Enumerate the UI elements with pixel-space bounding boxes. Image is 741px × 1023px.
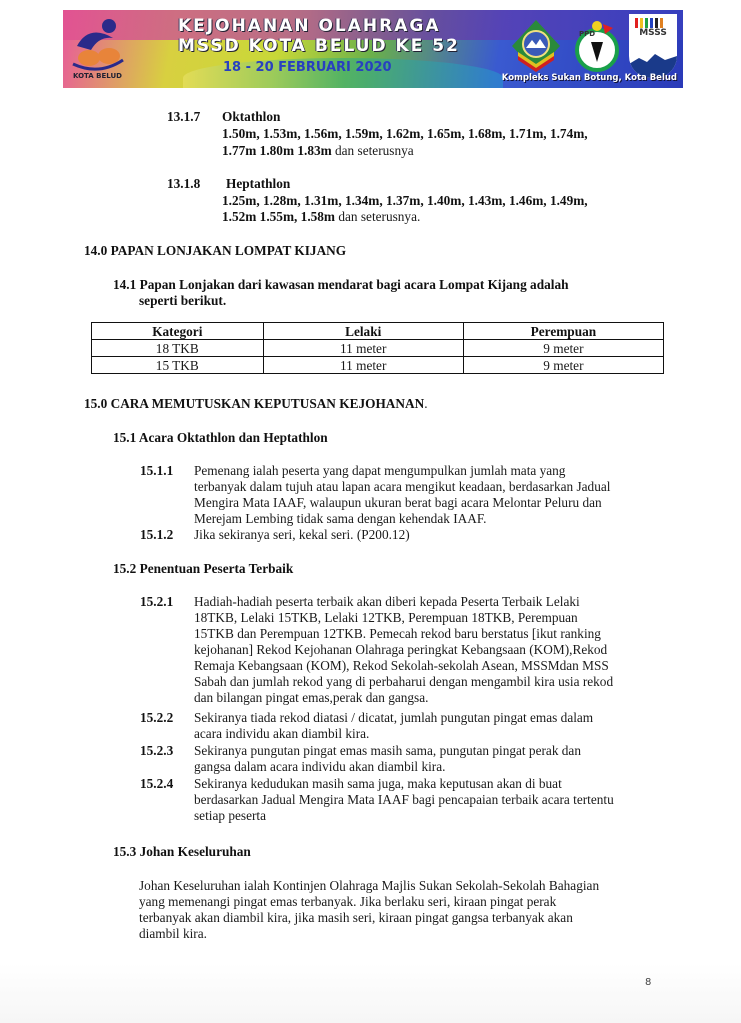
jabatan-crest-logo xyxy=(510,18,562,74)
item-15-1-2-number: 15.1.2 xyxy=(140,527,174,542)
item-15-2-4-number: 15.2.4 xyxy=(140,776,174,791)
item-15-2-4-line: berdasarkan Jadual Mengira Mata IAAF bagi pencapaian terbaik acara tertentu xyxy=(194,792,614,807)
section-14-heading: 14.0 PAPAN LONJAKAN LOMPAT KIJANG xyxy=(84,243,347,258)
table-cell-perempuan: 9 meter xyxy=(463,340,663,357)
msss-logo-text: MSSS xyxy=(639,28,667,38)
item-15-2-3-line: Sekiranya pungutan pingat emas masih sama, pungutan pingat perak dan xyxy=(194,743,581,758)
section-15-1-title: 15.1 Acara Oktathlon dan Heptathlon xyxy=(113,430,328,445)
heptathlon-heights-line2-bold: 1.52m 1.55m, 1.58m xyxy=(222,209,336,224)
item-15-2-1-line: 18TKB, Lelaki 15TKB, Lelaki 12TKB, Perempuan 18TKB, Perempuan xyxy=(194,610,578,625)
item-15-1-1-line: Pemenang ialah peserta yang dapat mengumpulkan jumlah mata yang xyxy=(194,463,566,478)
section-15-heading xyxy=(84,396,428,412)
banner-title-line2: MSSD KOTA BELUD KE 52 xyxy=(178,36,460,56)
johan-paragraph-line: diambil kira. xyxy=(139,926,207,941)
banner-title-line1: KEJOHANAN OLAHRAGA xyxy=(178,16,441,36)
table-row xyxy=(92,357,664,374)
oktathlon-heights-line1: 1.50m, 1.53m, 1.56m, 1.59m, 1.62m, 1.65m, 1.68m, 1.71m, 1.74m, xyxy=(222,126,588,141)
section-15-2-title: 15.2 Penentuan Peserta Terbaik xyxy=(113,561,294,576)
item-15-2-3-number: 15.2.3 xyxy=(140,743,174,758)
msss-logo xyxy=(629,14,677,78)
item-15-2-4-line: Sekiranya kedudukan masih sama juga, maka keputusan akan di buat xyxy=(194,776,562,791)
item-15-2-1-line: dan bilangan pingat emas,perak dan gangsa. xyxy=(194,690,429,705)
page-footer xyxy=(0,963,741,1023)
item-15-1-1-line: Merejam Lembing tidak sama dengan kehendak IAAF. xyxy=(194,511,487,526)
page-number: 8 xyxy=(645,977,652,988)
oktathlon-heights-line2-bold: 1.77m 1.80m 1.83m xyxy=(222,143,332,158)
event-banner xyxy=(63,10,683,88)
item-15-2-1-line: Hadiah-hadiah peserta terbaik akan diberi kepada Peserta Terbaik Lelaki xyxy=(194,594,580,609)
ppd-logo-text: PPD xyxy=(579,30,596,38)
item-15-2-2-line: acara individu akan diambil kira. xyxy=(194,726,370,741)
table-header-kategori: Kategori xyxy=(92,323,264,340)
section-15-heading-period: . xyxy=(424,396,428,411)
heptathlon-number: 13.1.8 xyxy=(167,176,201,191)
kota-belud-logo-text: KOTA BELUD xyxy=(73,72,122,80)
table-cell-perempuan: 9 meter xyxy=(463,357,663,374)
item-15-2-1-line: Remaja Kebangsaan (KOM), Rekod Sekolah-sekolah Asean, MSSMdan MSS xyxy=(194,658,609,673)
item-15-2-4-line: setiap peserta xyxy=(194,808,266,823)
table-cell-kategori: 15 TKB xyxy=(92,357,264,374)
johan-paragraph-line: terbanyak akan diambil kira, jika masih seri, kiraan pingat gangsa terbanyak akan xyxy=(139,910,573,925)
banner-dates: 18 - 20 FEBRUARI 2020 xyxy=(223,60,392,75)
item-15-2-2-line: Sekiranya tiada rekod diatasi / dicatat, jumlah pungutan pingat emas dalam xyxy=(194,710,594,725)
table-header-row xyxy=(92,323,664,340)
heptathlon-title: Heptathlon xyxy=(226,176,291,191)
section-14-1-line1: 14.1 Papan Lonjakan dari kawasan mendarat bagi acara Lompat Kijang adalah xyxy=(113,277,569,292)
item-15-2-3-line: gangsa dalam acara individu akan diambil kira. xyxy=(194,759,446,774)
item-15-2-1-number: 15.2.1 xyxy=(140,594,174,609)
item-15-1-1-number: 15.1.1 xyxy=(140,463,174,478)
heptathlon-heights-line1: 1.25m, 1.28m, 1.31m, 1.34m, 1.37m, 1.40m, 1.43m, 1.46m, 1.49m, xyxy=(222,193,588,208)
table-row xyxy=(92,340,664,357)
oktathlon-title: Oktathlon xyxy=(222,109,281,124)
section-14-1-line2: seperti berikut. xyxy=(139,293,227,308)
table-header-lelaki: Lelaki xyxy=(263,323,463,340)
heptathlon-heights-line2 xyxy=(222,209,420,225)
table-header-perempuan: Perempuan xyxy=(463,323,663,340)
oktathlon-heights-line2 xyxy=(222,143,414,159)
section-15-3-title: 15.3 Johan Keseluruhan xyxy=(113,844,251,859)
kota-belud-logo xyxy=(69,16,127,86)
oktathlon-heights-line2-rest: dan seterusnya xyxy=(331,143,414,158)
item-15-1-2-line: Jika sekiranya seri, kekal seri. (P200.12) xyxy=(194,527,410,542)
item-15-2-1-line: Sabah dan jumlah rekod yang di perbaharui dengan mengambil kira usia rekod xyxy=(194,674,614,689)
section-15-heading-text: 15.0 CARA MEMUTUSKAN KEPUTUSAN KEJOHANAN xyxy=(84,396,425,411)
table-cell-lelaki: 11 meter xyxy=(263,340,463,357)
item-15-1-1-line: Mengira Mata IAAF, walaupun ukuran berat bagi acara Melontar Peluru dan xyxy=(194,495,602,510)
lompat-kijang-table xyxy=(91,322,664,374)
johan-paragraph-line: yang memenangi pingat emas terbanyak. Jika berlaku seri, kiraan pingat perak xyxy=(139,894,557,909)
heptathlon-heights-line2-rest: dan seterusnya. xyxy=(335,209,421,224)
oktathlon-number: 13.1.7 xyxy=(167,109,201,124)
table-cell-lelaki: 11 meter xyxy=(263,357,463,374)
johan-paragraph-line: Johan Keseluruhan ialah Kontinjen Olahraga Majlis Sukan Sekolah-Sekolah Bahagian xyxy=(139,878,600,893)
item-15-2-1-line: kejohanan] Rekod Kejohanan Olahraga peringkat Kebangsaan (KOM),Rekod xyxy=(194,642,608,657)
ppd-logo xyxy=(573,18,621,74)
banner-venue: Kompleks Sukan Botung, Kota Belud xyxy=(501,73,677,83)
table-cell-kategori: 18 TKB xyxy=(92,340,264,357)
item-15-1-1-line: terbanyak dalam tujuh atau lapan acara mengikut keadaan, berdasarkan Jadual xyxy=(194,479,611,494)
item-15-2-1-line: 15TKB dan Perempuan 12TKB. Pemecah rekod baru berstatus [ikut ranking xyxy=(194,626,601,641)
item-15-2-2-number: 15.2.2 xyxy=(140,710,174,725)
